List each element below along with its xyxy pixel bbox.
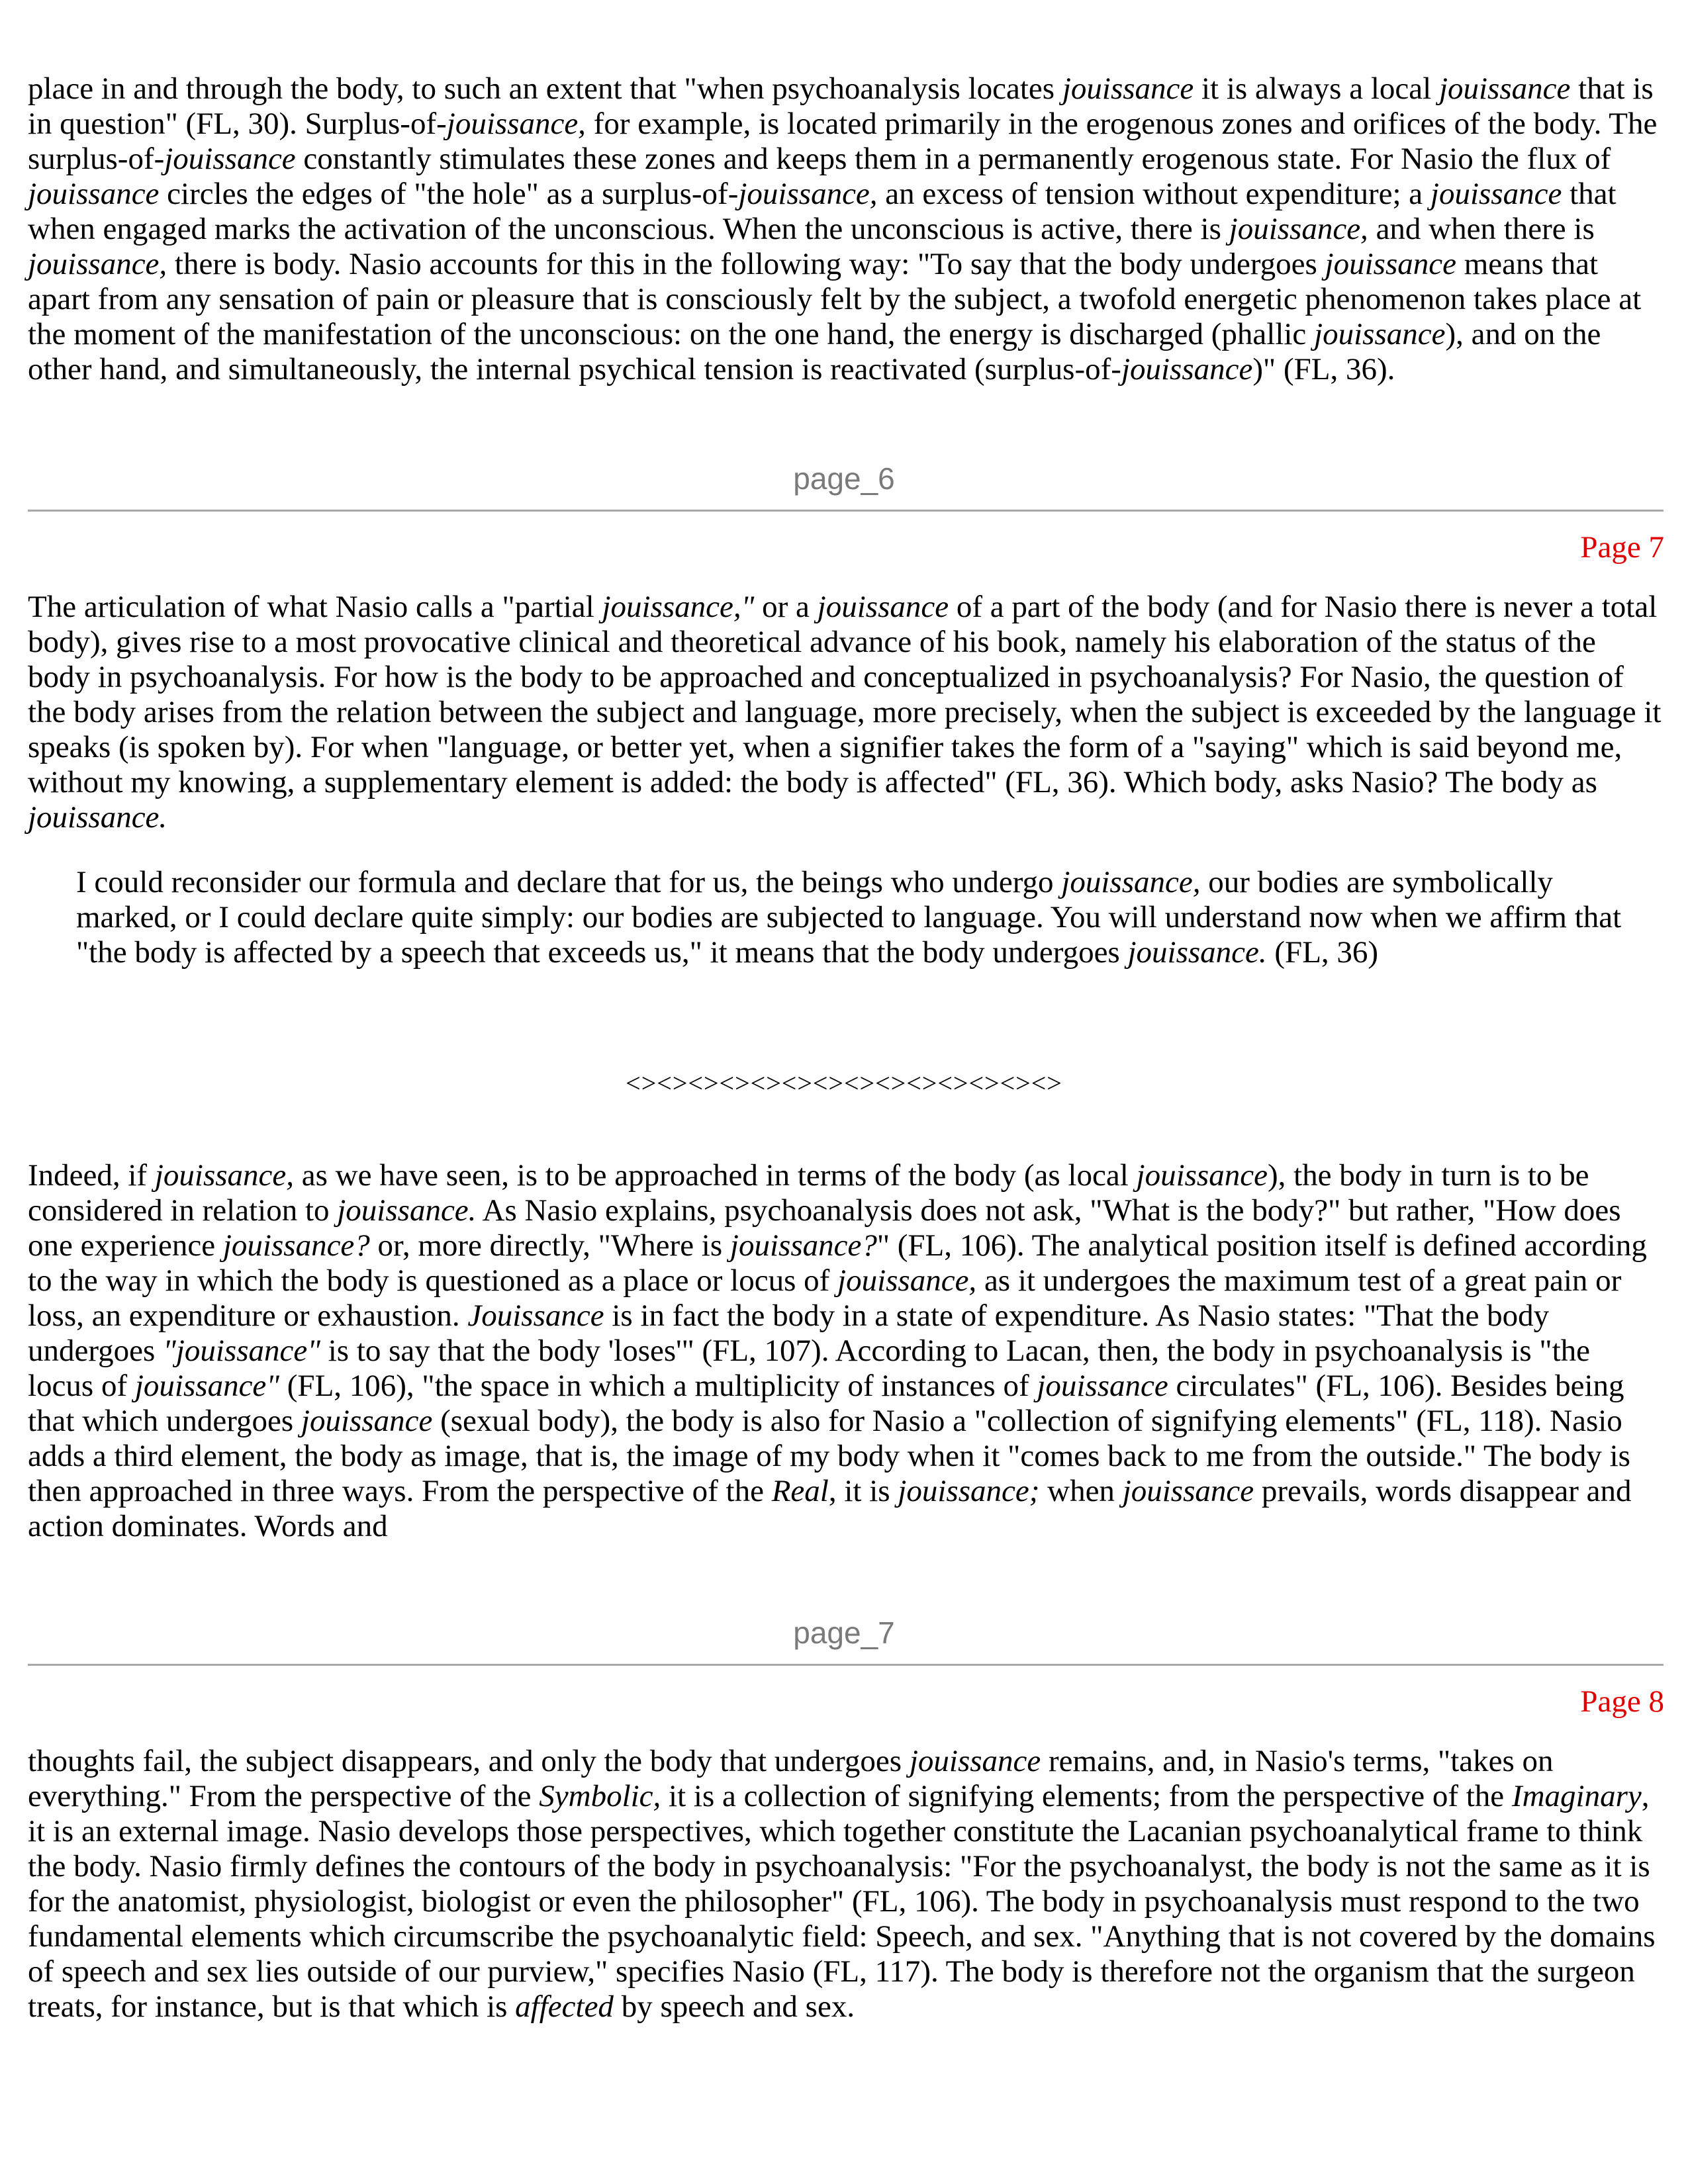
page-divider-7: [28, 1664, 1664, 1666]
italic-term: jouissance.: [28, 800, 167, 835]
italic-term: jouissance,: [738, 177, 878, 211]
italic-term: Real: [771, 1474, 829, 1508]
italic-term: jouissance: [1438, 71, 1571, 106]
page-marker-7: page_7: [793, 1615, 895, 1650]
italic-term: jouissance: [1122, 1474, 1254, 1508]
italic-term: jouissance": [134, 1369, 280, 1403]
italic-term: jouissance?: [222, 1228, 370, 1263]
italic-term: jouissance: [301, 1404, 433, 1438]
italic-term: jouissance: [909, 1744, 1041, 1778]
italic-term: affected: [515, 1989, 614, 2024]
italic-term: Imaginary: [1511, 1779, 1642, 1813]
italic-term: jouissance: [1314, 317, 1446, 351]
italic-term: jouissance: [817, 590, 949, 624]
italic-term: Jouissance: [467, 1298, 604, 1333]
italic-term: jouissance;: [898, 1474, 1040, 1508]
italic-term: jouissance.: [1127, 935, 1267, 970]
block-quote: I could reconsider our formula and declare that for us, the beings who undergo jouissance, our bodies are symbolically marked, or I could declare quite simply: our bodies are subjected to language. You will understand now when we affirm that "the body is affected by a speech that exceeds us," it means that the body undergoes jouissance. (FL, 36): [76, 865, 1622, 970]
italic-term: jouissance: [1325, 247, 1456, 281]
italic-term: jouissance,: [1061, 865, 1201, 899]
italic-term: jouissance,: [446, 107, 586, 141]
italic-term: jouissance,": [602, 590, 755, 624]
italic-term: jouissance: [164, 142, 296, 176]
italic-term: jouissance,: [1229, 212, 1368, 246]
italic-term: jouissance: [1062, 71, 1194, 106]
paragraph-page7-intro: The articulation of what Nasio calls a "partial jouissance," or a jouissance of a part of the body (and for Nasio there is never a total body), gives rise to a most provocative clinical and theoretical advance of his book, namely his elaboration of the status of the body in psychoanalysis. For how is the body to be approached and conceptualized in psychoanalysis? For Nasio, the question of the body arises from the relation between the subject and language, more precisely, when the subject is exceeded by the language it speaks (is spoken by). For when "language, or better yet, when a signifier takes the form of a "saying" which is said beyond me, without my knowing, a supplementary element is added: the body is affected" (FL, 36). Which body, asks Nasio? The body as jouissance.: [28, 590, 1662, 835]
italic-term: jouissance: [1037, 1369, 1168, 1403]
italic-term: jouissance: [1430, 177, 1562, 211]
page-marker-6: page_6: [793, 461, 895, 496]
italic-term: Symbolic,: [539, 1779, 661, 1813]
page-label-7: Page 7: [1580, 530, 1664, 565]
section-separator: <><><><><><><><><><><><><><>: [626, 1068, 1062, 1098]
italic-term: jouissance.: [337, 1193, 477, 1228]
italic-term: jouissance,: [28, 247, 167, 281]
page-label-8: Page 8: [1580, 1684, 1664, 1719]
paragraph-page6-end: place in and through the body, to such an extent that "when psychoanalysis locates jouissance it is always a local jouissance that is in question" (FL, 30). Surplus-of-jouissance, for example, is located primarily in the erogenous zones and orifices of the body. The surplus-of-jouissance constantly stimulates these zones and keeps them in a permanently erogenous state. For Nasio the flux of jouissance circles the edges of "the hole" as a surplus-of-jouissance, an excess of tension without expenditure; a jouissance that when engaged marks the activation of the unconscious. When the unconscious is active, there is jouissance, and when there is jouissance, there is body. Nasio accounts for this in the following way: "To say that the body undergoes jouissance means that apart from any sensation of pain or pleasure that is consciously felt by the subject, a twofold energetic phenomenon takes place at the moment of the manifestation of the unconscious: on the one hand, the energy is discharged (phallic jouissance), and on the other hand, and simultaneously, the internal psychical tension is reactivated (surplus-of-jouissance)" (FL, 36).: [28, 71, 1658, 387]
italic-term: jouissance?: [729, 1228, 877, 1263]
page-divider-6: [28, 510, 1664, 512]
paragraph-page8-start: thoughts fail, the subject disappears, and only the body that undergoes jouissance remains, and, in Nasio's terms, "takes on everything." From the perspective of the Symbolic, it is a collection of signifying elements; from the perspective of the Imaginary, it is an external image. Nasio develops those perspectives, which together constitute the Lacanian psychoanalytical frame to think the body. Nasio firmly defines the contours of the body in psychoanalysis: "For the psychoanalyst, the body is not the same as it is for the anatomist, physiologist, biologist or even the philosopher" (FL, 106). The body in psychoanalysis must respond to the two fundamental elements which circumscribe the psychoanalytic field: Speech, and sex. "Anything that is not covered by the domains of speech and sex lies outside of our purview," specifies Nasio (FL, 117). The body is therefore not the organism that the surgeon treats, for instance, but is that which is affected by speech and sex.: [28, 1744, 1656, 2024]
paragraph-page7-body: Indeed, if jouissance, as we have seen, is to be approached in terms of the body (as local jouissance), the body in turn is to be considered in relation to jouissance. As Nasio explains, psychoanalysis does not ask, "What is the body?" but rather, "How does one experience jouissance? or, more directly, "Where is jouissance?" (FL, 106). The analytical position itself is defined according to the way in which the body is questioned as a place or locus of jouissance, as it undergoes the maximum test of a great pain or loss, an expenditure or exhaustion. Jouissance is in fact the body in a state of expenditure. As Nasio states: "That the body undergoes "jouissance" is to say that the body 'loses'" (FL, 107). According to Lacan, then, the body in psychoanalysis is "the locus of jouissance" (FL, 106), "the space in which a multiplicity of instances of jouissance circulates" (FL, 106). Besides being that which undergoes jouissance (sexual body), the body is also for Nasio a "collection of signifying elements" (FL, 118). Nasio adds a third element, the body as image, that is, the image of my body when it "comes back to me from the outside." The body is then approached in three ways. From the perspective of the Real, it is jouissance; when jouissance prevails, words disappear and action dominates. Words and: [28, 1158, 1647, 1543]
italic-term: jouissance,: [837, 1263, 977, 1298]
italic-term: "jouissance": [163, 1334, 320, 1368]
italic-term: jouissance: [1136, 1158, 1268, 1193]
italic-term: jouissance,: [154, 1158, 295, 1193]
italic-term: jouissance: [28, 177, 160, 211]
italic-term: jouissance: [1121, 352, 1253, 387]
